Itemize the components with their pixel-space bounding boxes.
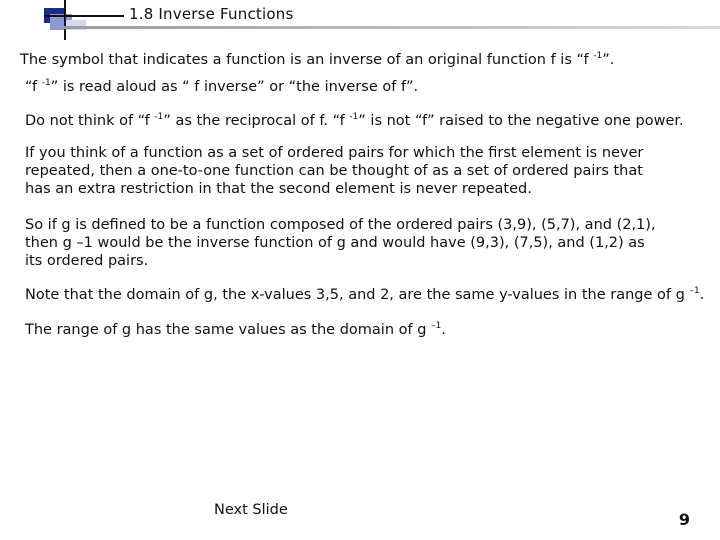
paragraph-range-note: The range of g has the same values as the domain of g $^{-1}$. [25, 321, 446, 338]
paragraph-line: has an extra restriction in that the second element is never repeated. [25, 181, 532, 197]
slide-logo [44, 0, 124, 40]
paragraph-line: repeated, then a one-to-one function can be thought of as a set of ordered pairs that [25, 163, 643, 179]
paragraph-ordered-pairs [25, 144, 643, 198]
title-divider [64, 26, 720, 29]
paragraph-not-reciprocal: Do not think of “f $^{-1}$” as the reciprocal of f. “f $^{-1}$” is not “f” raised to the negative one power. [25, 112, 684, 129]
paragraph-line: So if g is defined to be a function composed of the ordered pairs (3,9), (5,7), and (2,1), [25, 217, 656, 233]
paragraph-domain-note: Note that the domain of g, the x-values 3,5, and 2, are the same y-values in the range of g $^{-1}$. [25, 286, 705, 303]
next-slide-link[interactable]: Next Slide [214, 502, 288, 518]
paragraph-read-aloud: “f $^{-1}$” is read aloud as “ f inverse” or “the inverse of f”. [25, 78, 419, 95]
slide-title: 1.8 Inverse Functions [129, 5, 294, 23]
page-number: 9 [678, 510, 690, 529]
paragraph-line: If you think of a function as a set of ordered pairs for which the first element is never [25, 145, 644, 161]
paragraph-example-g [25, 216, 656, 270]
paragraph-line: its ordered pairs. [25, 253, 149, 269]
paragraph-inverse-symbol: The symbol that indicates a function is an inverse of an original function f is “f $^{-1}$”. [20, 51, 615, 68]
paragraph-line: then g –1 would be the inverse function of g and would have (9,3), (7,5), and (1,2) as [25, 235, 645, 251]
